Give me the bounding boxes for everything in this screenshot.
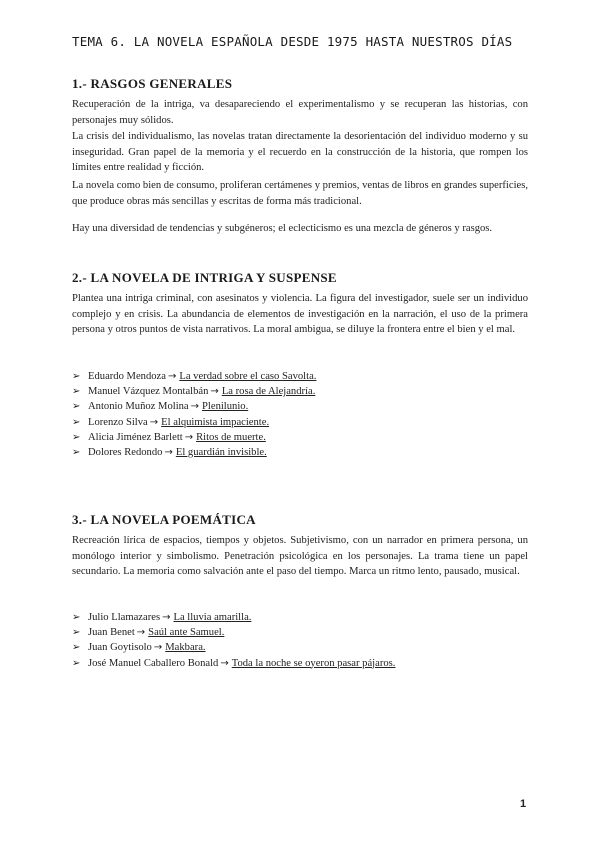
- paragraph-recreacion-lirica: Recreación lírica de espacios, tiempos y objetos. Subjetivismo, con un narrador en primera persona, un monólogo interior y simbolismo. Penetración psicológica en los personajes. La trama tiene un papel secundario. La memoria como salvación ante el paso del tiempo. Marca un ritmo lento, pausado, musical.: [72, 535, 528, 578]
- bullet-icon: ➢: [72, 627, 81, 639]
- author-name: José Manuel Caballero Bonald: [88, 657, 219, 669]
- paragraph-diversidad: Hay una diversidad de tendencias y subgéneros; el eclecticismo es una mezcla de géneros y rasgos.: [72, 223, 493, 234]
- work-title: La verdad sobre el caso Savolta.: [179, 371, 317, 382]
- list-item: [72, 640, 395, 655]
- list-item: [72, 445, 316, 460]
- list-item: [72, 610, 395, 625]
- bullet-icon: ➢: [72, 386, 81, 398]
- arrow-icon: →: [162, 612, 171, 623]
- section-heading-rasgos: 1.- RASGOS GENERALES: [72, 76, 233, 91]
- work-title: Ritos de muerte.: [196, 431, 266, 443]
- author-name: Juan Goytisolo: [88, 642, 152, 654]
- work-title: La lluvia amarilla.: [173, 612, 252, 623]
- work-title: La rosa de Alejandría.: [221, 386, 316, 398]
- list-item: [72, 656, 395, 671]
- arrow-icon: →: [220, 657, 229, 669]
- author-name: Dolores Redondo: [88, 446, 163, 458]
- bullet-icon: ➢: [72, 657, 81, 669]
- bullet-icon: ➢: [72, 401, 81, 413]
- author-name: Antonio Muñoz Molina: [88, 401, 189, 413]
- list-item: [72, 399, 316, 414]
- work-title: Toda la noche se oyeron pasar pájaros.: [231, 657, 396, 669]
- arrow-icon: →: [164, 446, 173, 458]
- work-title: Makbara.: [165, 642, 206, 654]
- bullet-icon: ➢: [72, 446, 81, 458]
- work-title: El alquimista impaciente.: [161, 416, 270, 428]
- bullet-icon: ➢: [72, 416, 81, 428]
- author-list-intriga: [72, 369, 316, 460]
- list-item: [72, 625, 395, 640]
- page-number: 1: [520, 798, 527, 810]
- arrow-icon: →: [136, 627, 146, 639]
- author-name: Lorenzo Silva: [88, 416, 148, 428]
- list-item: [72, 430, 316, 445]
- bullet-icon: ➢: [72, 431, 81, 443]
- paragraph-intriga: Recuperación de la intriga, va desapareciendo el experimentalismo y se recuperan las historias, con personajes muy sólidos.: [72, 99, 528, 126]
- paragraph-intriga-criminal: Plantea una intriga criminal, con asesinatos y violencia. La figura del investigador, suele ser un individuo complejo y en crisis. La abundancia de elementos de investigación en la narración, el uso de la primera persona y otros puntos de vista narrativos. La moral ambigua, se diluye la frontera entre el bien y el mal.: [72, 293, 528, 336]
- author-name: Manuel Vázquez Montalbán: [88, 386, 209, 398]
- author-name: Alicia Jiménez Barlett: [88, 431, 183, 443]
- bullet-icon: ➢: [72, 642, 81, 654]
- bullet-icon: ➢: [72, 612, 81, 623]
- list-item: [72, 384, 316, 399]
- section-heading-intriga: 2.- LA NOVELA DE INTRIGA Y SUSPENSE: [72, 270, 337, 285]
- author-name: Juan Benet: [88, 627, 135, 639]
- list-item: [72, 369, 316, 384]
- list-item: [72, 415, 316, 430]
- section-heading-poematica: 3.- LA NOVELA POEMÁTICA: [72, 512, 256, 527]
- document-title: TEMA 6. LA NOVELA ESPAÑOLA DESDE 1975 HASTA NUESTROS DÍAS: [72, 34, 513, 49]
- arrow-icon: →: [210, 386, 219, 398]
- author-list-poematica: [72, 610, 395, 671]
- author-name: Julio Llamazares: [88, 612, 161, 623]
- work-title: Plenilunio.: [202, 401, 249, 413]
- paragraph-individualismo: La crisis del individualismo, las novelas tratan directamente la desorientación del individuo moderno y su inseguridad. Gran papel de la memoria y el recuerdo en la construcción de la historia, que rompen los límites entre realidad y ficción.: [72, 131, 528, 174]
- arrow-icon: →: [153, 642, 163, 654]
- arrow-icon: →: [184, 431, 194, 443]
- arrow-icon: →: [190, 401, 200, 413]
- paragraph-consumo: La novela como bien de consumo, proliferan certámenes y premios, ventas de libros en grandes superficies, que produce obras más sencillas y escritas de forma más tradicional.: [72, 180, 528, 207]
- author-name: Eduardo Mendoza: [88, 371, 166, 382]
- work-title: Saúl ante Samuel.: [148, 627, 225, 639]
- work-title: El guardián invisible.: [175, 446, 267, 458]
- arrow-icon: →: [149, 416, 159, 428]
- bullet-icon: ➢: [72, 371, 81, 382]
- arrow-icon: →: [167, 371, 177, 382]
